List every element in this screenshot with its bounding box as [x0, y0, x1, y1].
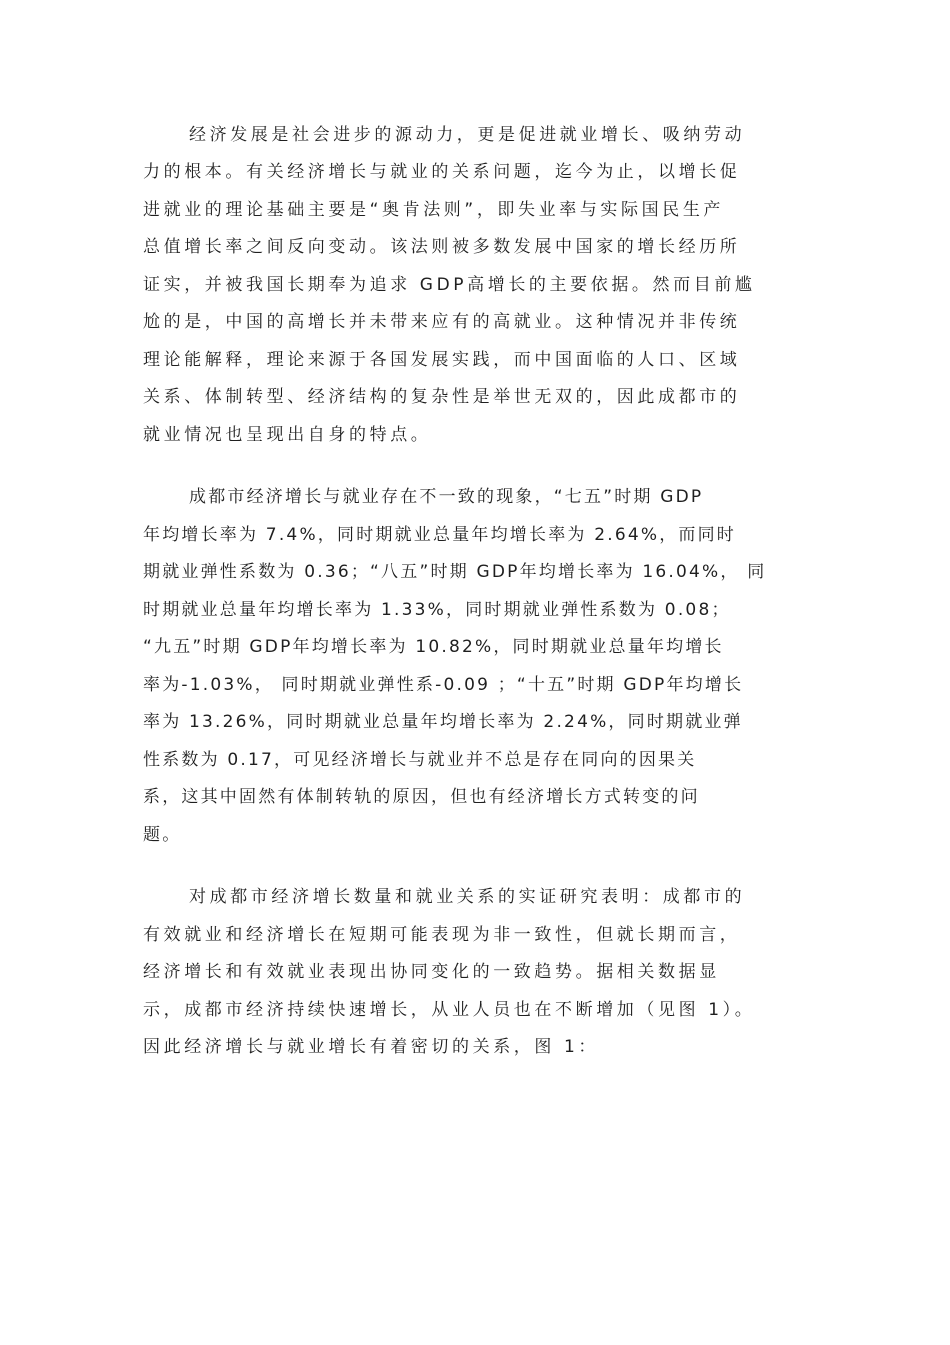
- text-line: 率为-1.03%， 同时期就业弹性系-0.09 ；“十五”时期 GDP年均增长: [143, 675, 744, 695]
- text-line: 总值增长率之间反向变动。该法则被多数发展中国家的增长经历所: [143, 237, 741, 257]
- text-line: 尬的是，中国的高增长并未带来应有的高就业。这种情况并非传统: [143, 312, 741, 332]
- text-line: 关系、体制转型、经济结构的复杂性是举世无双的，因此成都市的: [143, 387, 741, 407]
- text-line: 期就业弹性系数为 0.36；“八五”时期 GDP年均增长率为 16.04%， 同: [143, 562, 767, 582]
- text-line: 因此经济增长与就业增长有着密切的关系，图 1：: [143, 1037, 600, 1057]
- text-line: 有效就业和经济增长在短期可能表现为非一致性，但就长期而言，: [143, 925, 741, 945]
- text-line: 系，这其中固然有体制转轨的原因，但也有经济增长方式转变的问: [143, 787, 700, 807]
- text-line: 理论能解释，理论来源于各国发展实践，而中国面临的人口、区域: [143, 350, 741, 370]
- text-line: 年均增长率为 7.4%，同时期就业总量年均增长率为 2.64%，而同时: [143, 525, 737, 545]
- text-line: 成都市经济增长与就业存在不一致的现象，“七五”时期 GDP: [189, 487, 704, 507]
- text-line: 经济发展是社会进步的源动力，更是促进就业增长、吸纳劳动: [189, 125, 746, 145]
- text-line: 进就业的理论基础主要是“奥肯法则”，即失业率与实际国民生产: [143, 200, 725, 220]
- text-line: 经济增长和有效就业表现出协同变化的一致趋势。据相关数据显: [143, 962, 720, 982]
- text-line: 性系数为 0.17，可见经济增长与就业并不总是存在同向的因果关: [143, 750, 697, 770]
- text-line: 证实，并被我国长期奉为追求 GDP高增长的主要依据。然而目前尴: [143, 275, 756, 295]
- text-line: 率为 13.26%，同时期就业总量年均增长率为 2.24%，同时期就业弹: [143, 712, 743, 732]
- text-line: “九五”时期 GDP年均增长率为 10.82%，同时期就业总量年均增长: [143, 637, 724, 657]
- text-line: 就业情况也呈现出自身的特点。: [143, 425, 432, 445]
- text-line: 力的根本。有关经济增长与就业的关系问题，迄今为止，以增长促: [143, 162, 741, 182]
- text-line: 示，成都市经济持续快速增长，从业人员也在不断增加（见图 1）。: [143, 1000, 756, 1020]
- text-line: 题。: [143, 825, 182, 845]
- text-line: 对成都市经济增长数量和就业关系的实证研究表明：成都市的: [189, 887, 746, 907]
- text-line: 时期就业总量年均增长率为 1.33%，同时期就业弹性系数为 0.08；: [143, 600, 731, 620]
